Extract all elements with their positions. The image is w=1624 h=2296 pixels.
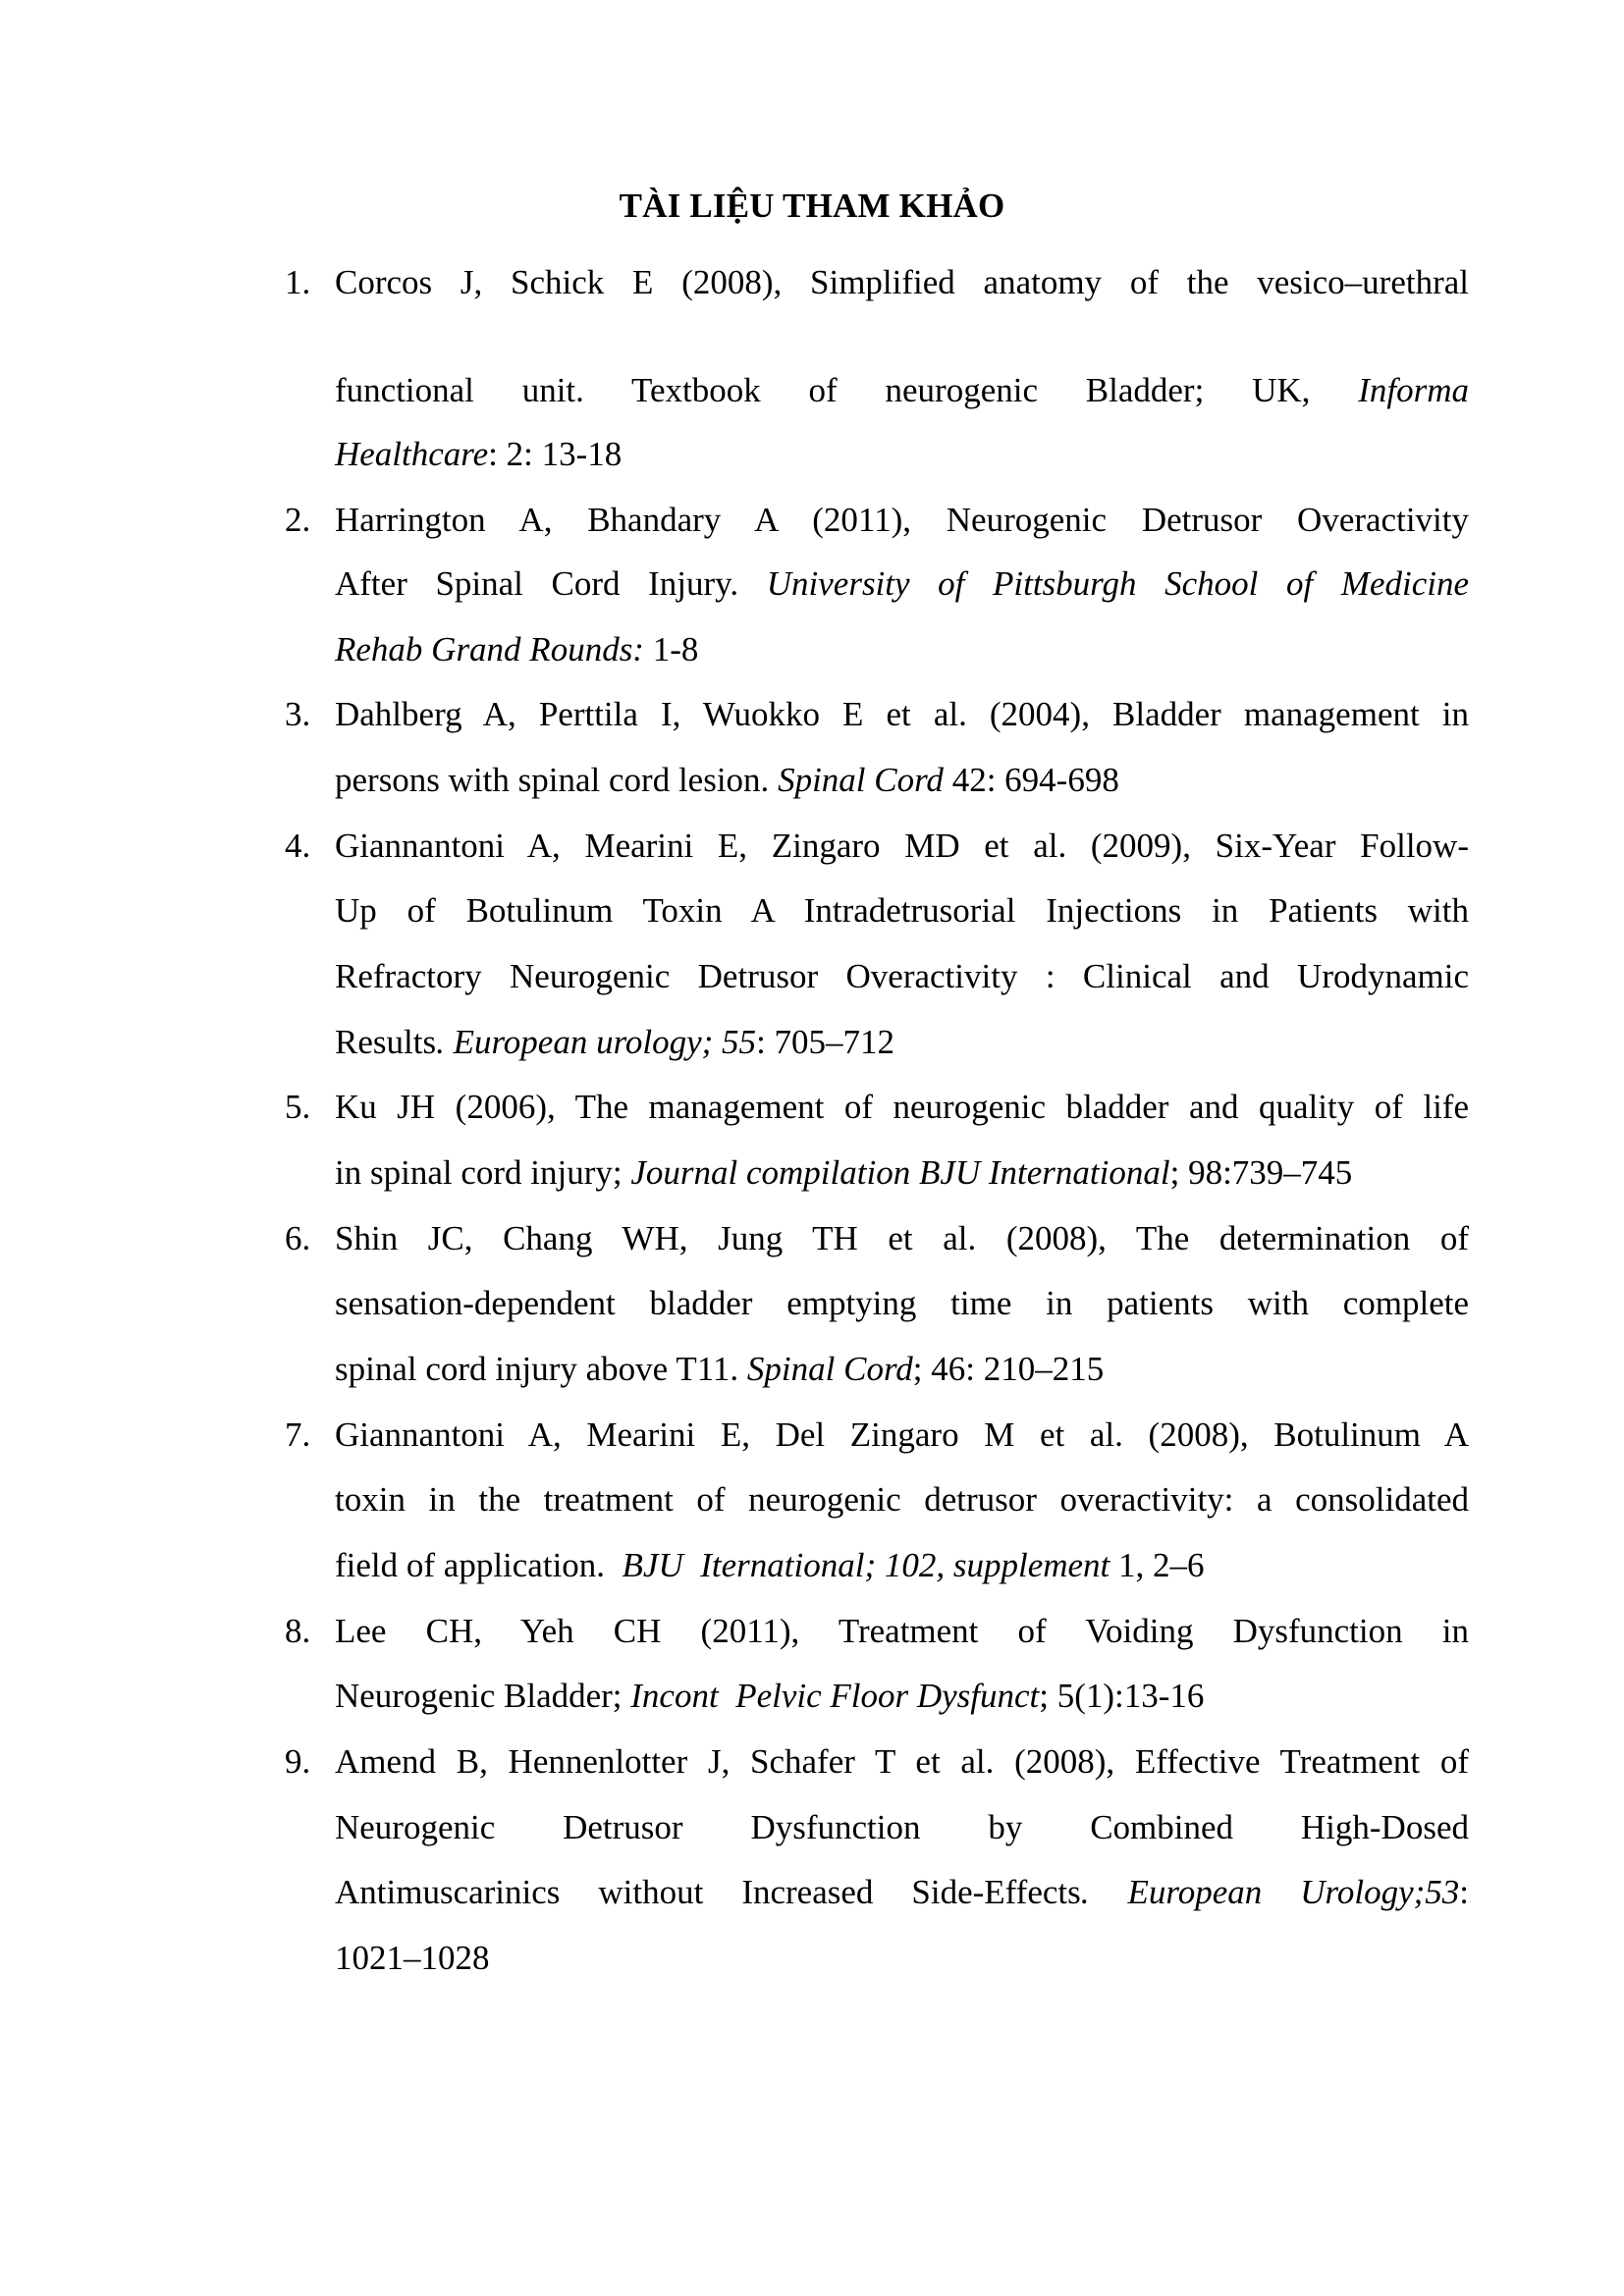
reference-text: field of application. [335,1546,623,1584]
reference-line [335,1677,1469,1716]
reference-number: 1. [285,263,311,301]
reference-pages: ; 46: 210–215 [912,1350,1105,1388]
page-title: TÀI LIỆU THAM KHẢO [619,187,1005,225]
reference-text: Results [335,1023,437,1061]
reference-text: Neurogenic Detrusor Dysfunction by Combined High-Dosed [335,1808,1469,1846]
reference-line [335,1284,1469,1323]
reference-text: sensation-dependent bladder emptying time in patients with complete [335,1284,1469,1322]
journal-name: BJU Iternational; 102, supplement [622,1546,1110,1584]
reference-text: in spinal cord injury; [335,1153,631,1192]
reference-line [335,1546,1469,1585]
reference-pages: 1021–1028 [335,1939,490,1977]
reference-number: 3. [285,695,311,733]
reference-number: 8. [285,1612,311,1650]
reference-line [335,564,1469,604]
reference-number: 5. [285,1088,311,1126]
reference-pages: 1, 2–6 [1110,1546,1205,1584]
journal-name: . European Urology;53 [1080,1873,1460,1911]
journal-name: . European urology; 55 [436,1023,757,1061]
reference-line [335,435,1469,474]
reference-text: Giannantoni A, Mearini E, Del Zingaro M et al. (2008), Botulinum A [335,1415,1469,1454]
reference-text: Corcos J, Schick E (2008), Simplified anatomy of the vesico–urethral [335,263,1469,301]
journal-name: Spinal Cord [778,761,944,799]
reference-line [335,1742,1469,1782]
reference-text: functional unit. Textbook of neurogenic Bladder; UK, [335,371,1359,409]
reference-line [335,1350,1469,1389]
reference-text: Neurogenic Bladder; [335,1677,631,1715]
reference-text: spinal cord injury above T11. [335,1350,747,1388]
reference-text: Refractory Neurogenic Detrusor Overactivity : Clinical and Urodynamic [335,957,1469,995]
reference-text: Dahlberg A, Perttila I, Wuokko E et al. (2004), Bladder management in [335,695,1469,733]
reference-text: Amend B, Hennenlotter J, Schafer T et al. (2008), Effective Treatment of [335,1742,1469,1781]
reference-text: persons with spinal cord lesion. [335,761,779,799]
reference-line [335,891,1469,931]
reference-text: Shin JC, Chang WH, Jung TH et al. (2008), The determination of [335,1219,1469,1257]
publisher-name: Informa [1358,371,1469,409]
reference-number: 4. [285,827,311,865]
reference-text: Harrington A, Bhandary A (2011), Neurogenic Detrusor Overactivity [335,501,1469,539]
reference-pages: 42: 694-698 [943,761,1119,799]
reference-pages: : 705–712 [756,1023,895,1061]
reference-line [335,1612,1469,1651]
publisher-name: Healthcare [335,435,489,473]
reference-line [335,1415,1469,1455]
reference-line [335,695,1469,734]
reference-text: Antimuscarinics without Increased Side-Effects [335,1873,1081,1911]
reference-text: Giannantoni A, Mearini E, Zingaro MD et al. (2009), Six-Year Follow- [335,827,1469,865]
reference-line [335,1219,1469,1258]
reference-text: After Spinal Cord Injury. [335,564,767,603]
reference-line [335,263,1469,302]
reference-line [335,501,1469,540]
reference-number: 6. [285,1219,311,1257]
reference-line [335,1088,1469,1127]
reference-line [335,957,1469,996]
journal-name: Spinal Cord [746,1350,913,1388]
journal-name: Rehab Grand Rounds: [335,630,644,668]
reference-pages: ; 98:739–745 [1169,1153,1353,1192]
reference-number: 9. [285,1742,311,1781]
reference-pages: ; 5(1):13-16 [1039,1677,1205,1715]
reference-line [335,371,1469,410]
reference-text: Up of Botulinum Toxin A Intradetrusorial Injections in Patients with [335,891,1469,930]
reference-line [335,827,1469,866]
reference-line [335,1808,1469,1847]
reference-line [335,1023,1469,1062]
journal-name: University of Pittsburgh School of Medicine [766,564,1469,603]
reference-line [335,1153,1469,1193]
reference-line [335,1480,1469,1520]
reference-number: 7. [285,1415,311,1454]
reference-text: toxin in the treatment of neurogenic detrusor overactivity: a consolidated [335,1480,1469,1519]
journal-name: Incont Pelvic Floor Dysfunct [630,1677,1040,1715]
reference-line [335,761,1469,800]
reference-text: Ku JH (2006), The management of neurogenic bladder and quality of life [335,1088,1469,1126]
reference-line [335,630,1469,669]
journal-name: Journal compilation BJU International [630,1153,1170,1192]
reference-pages: 1-8 [643,630,699,668]
reference-text: Lee CH, Yeh CH (2011), Treatment of Voiding Dysfunction in [335,1612,1469,1650]
reference-pages: : 2: 13-18 [488,435,623,473]
reference-line [335,1939,1469,1978]
reference-text: : [1459,1873,1469,1911]
reference-line [335,1873,1469,1912]
reference-number: 2. [285,501,311,539]
